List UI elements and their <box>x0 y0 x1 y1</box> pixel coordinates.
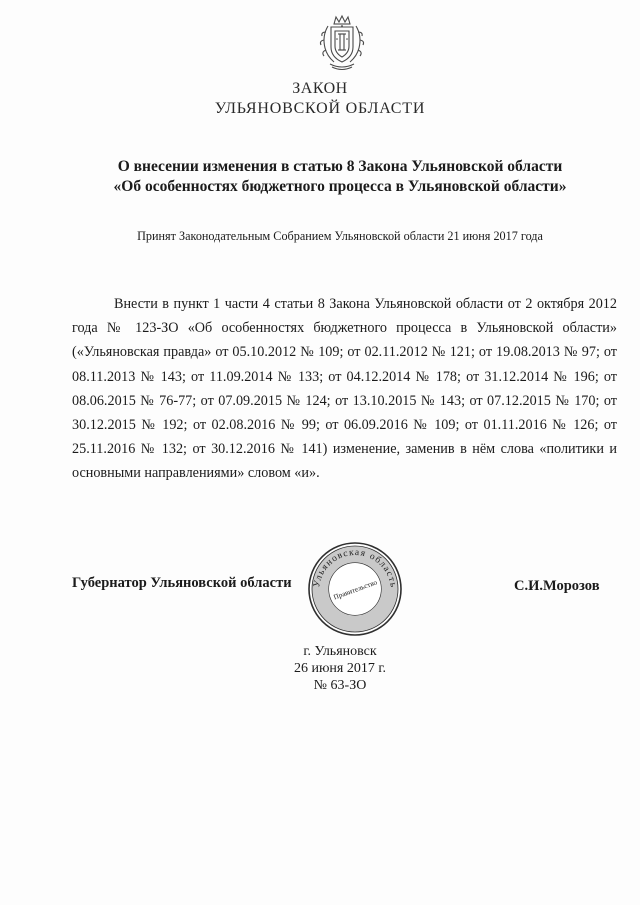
law-subject <box>0 157 640 197</box>
law-header <box>0 80 640 118</box>
law-label: ЗАКОН <box>292 80 348 97</box>
signatory-position: Губернатор Ульяновской области <box>72 575 292 591</box>
document-footer <box>0 643 640 694</box>
coat-of-arms-icon <box>318 14 366 72</box>
footer-number: № 63-ЗО <box>313 678 367 693</box>
footer-date: 26 июня 2017 г. <box>293 661 387 676</box>
subject-line-2: «Об особенностях бюджетного процесса в Ульяновской области» <box>113 178 567 195</box>
seal-ring-text: Ульяновская область <box>312 547 398 589</box>
footer-city: г. Ульяновск <box>303 644 377 659</box>
region-name: УЛЬЯНОВСКОЙ ОБЛАСТИ <box>214 100 426 117</box>
seal-center-text: Правительство <box>332 578 379 602</box>
adoption-note: Принят Законодательным Собранием Ульяновской области 21 июня 2017 года <box>137 229 543 243</box>
law-body-paragraph: Внести в пункт 1 части 4 статьи 8 Закона Ульяновской области от 2 октября 2012 года № 123-ЗО «Об особенностях бюджетного процесса в Ульяновской области» («Ульяновская правда» от 05.10.2012 № 109; от 02.11.2012 № 121; от 19.08.2013 № 97; от 08.11.2013 № 143; от 11.09.2014 № 133; от 04.12.2014 № 178; от 31.12.2014 № 196; от 08.06.2015 № 76-77; от 07.09.2015 № 124; от 13.10.2015 № 143; от 07.12.2015 № 170; от 30.12.2015 № 192; от 02.08.2016 № 99; от 06.09.2016 № 109; от 01.11.2016 № 126; от 25.11.2016 № 132; от 30.12.2016 № 141) изменение, заменив в нём слова «политики и основными направлениями» словом «и». <box>72 296 617 482</box>
subject-line-1: О внесении изменения в статью 8 Закона Ульяновской области <box>117 158 563 175</box>
signatory-name: С.И.Морозов <box>514 578 600 594</box>
official-seal-icon <box>303 537 407 637</box>
